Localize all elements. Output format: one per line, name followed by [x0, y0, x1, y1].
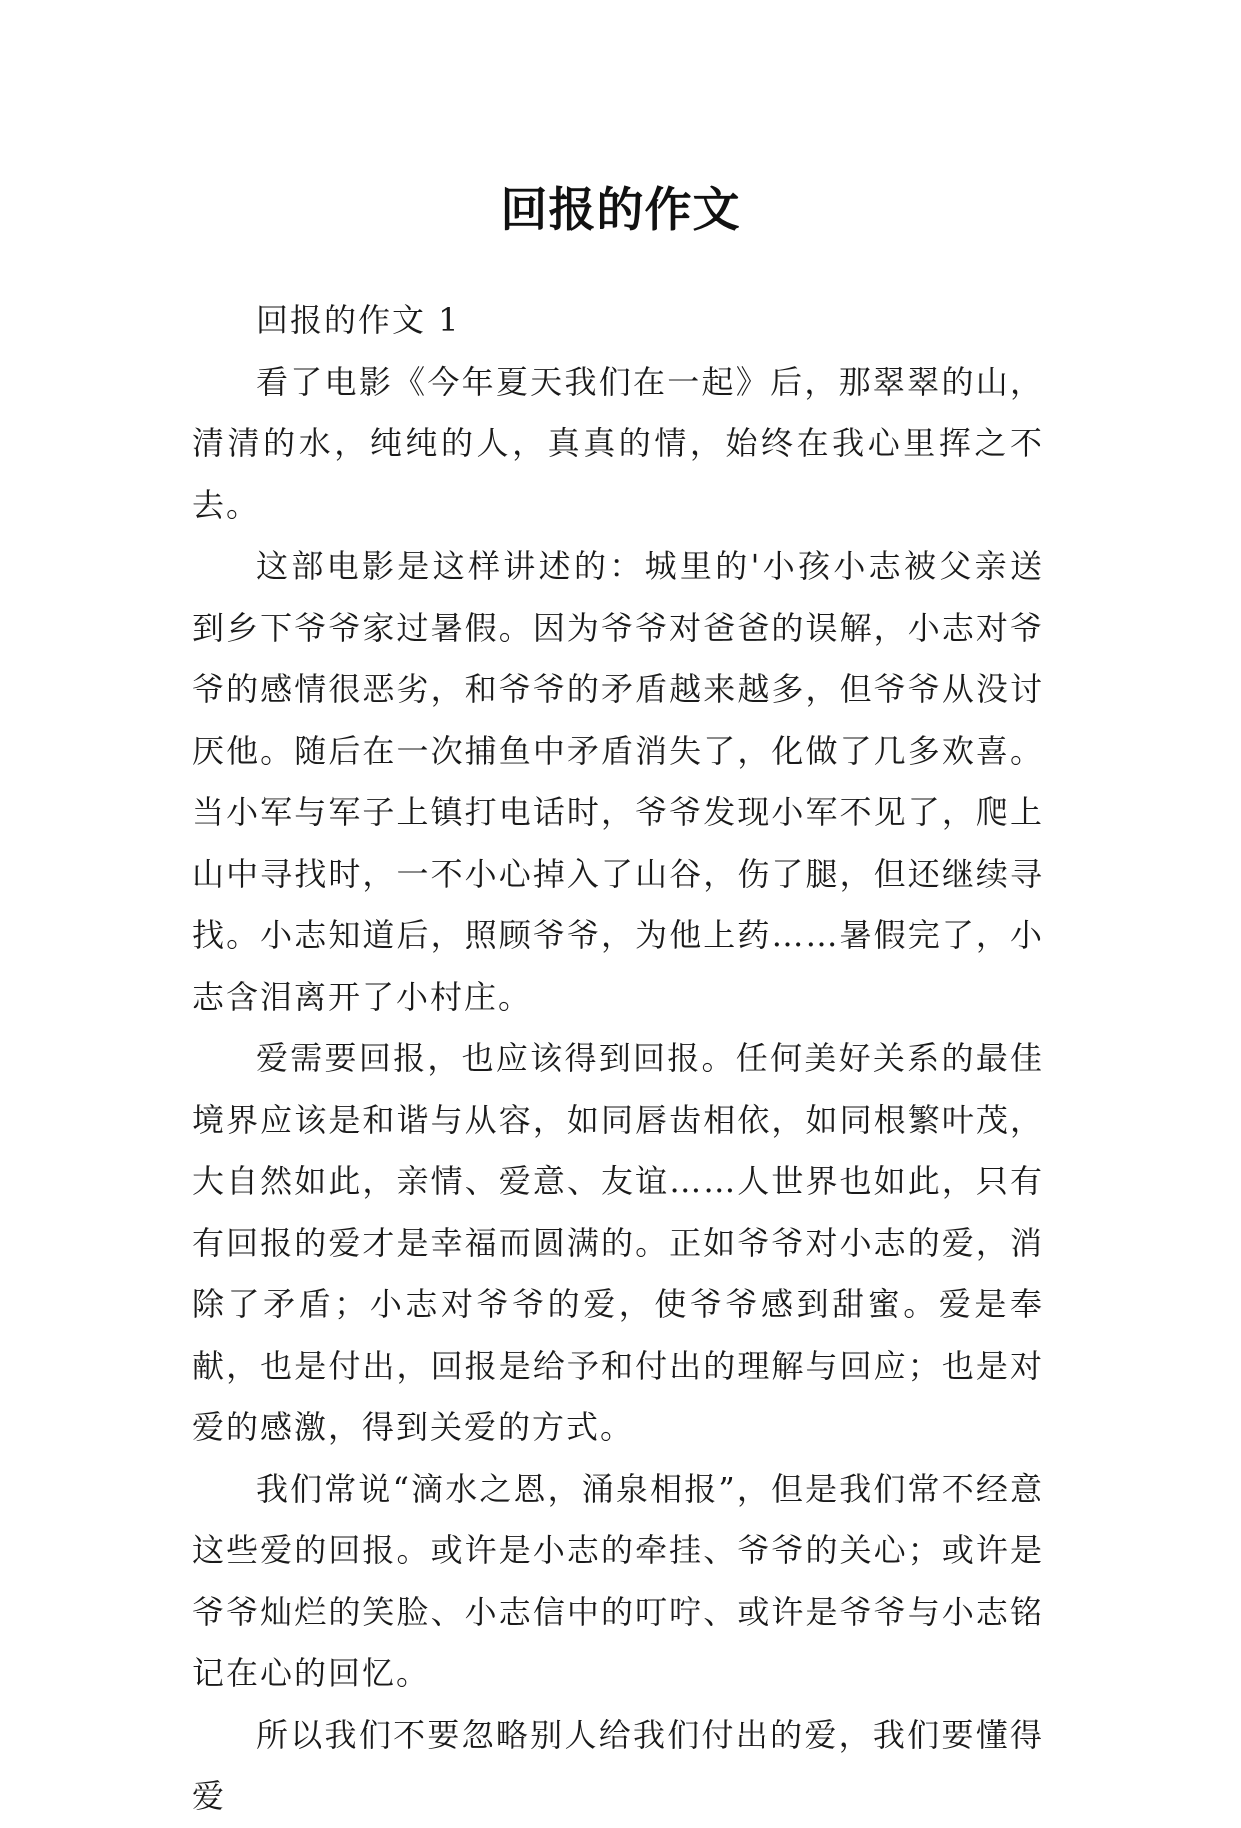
document-title: 回报的作文 [500, 183, 741, 239]
section-heading: 回报的作文 1 [256, 301, 461, 339]
paragraph-2: 这部电影是这样讲述的：城里的'小孩小志被父亲送到乡下爷爷家过暑假。因为爷爷对爸爸的误解，小志对爷爷的感情很恶劣，和爷爷的矛盾越来越多，但爷爷从没讨厌他。随后在一次捕鱼中矛盾消失了，化做了几多欢喜。当小军与军子上镇打电话时，爷爷发现小军不见了，爬上山中寻找时，一不小心掉入了山谷，伤了腿，但还继续寻找。小志知道后，照顾爷爷，为他上药……暑假完了，小志含泪离开了小村庄。 [192, 547, 1044, 1016]
paragraph-3: 爱需要回报，也应该得到回报。任何美好关系的最佳境界应该是和谐与从容，如同唇齿相依，如同根繁叶茂，大自然如此，亲情、爱意、友谊……人世界也如此，只有有回报的爱才是幸福而圆满的。正如爷爷对小志的爱，消除了矛盾；小志对爷爷的爱，使爷爷感到甜蜜。爱是奉献，也是付出，回报是给予和付出的理解与回应；也是对爱的感激，得到关爱的方式。 [192, 1039, 1044, 1446]
paragraph-5: 所以我们不要忽略别人给我们付出的爱，我们要懂得爱 [192, 1715, 1044, 1815]
document-body [192, 290, 1044, 1828]
paragraph-1: 看了电影《今年夏天我们在一起》后，那翠翠的山，清清的水，纯纯的人，真真的情，始终在我心里挥之不去。 [192, 362, 1044, 524]
paragraph-4: 我们常说“滴水之恩，涌泉相报”，但是我们常不经意这些爱的回报。或许是小志的牵挂、爷爷的关心；或许是爷爷灿烂的笑脸、小志信中的叮咛、或许是爷爷与小志铭记在心的回忆。 [192, 1469, 1044, 1692]
